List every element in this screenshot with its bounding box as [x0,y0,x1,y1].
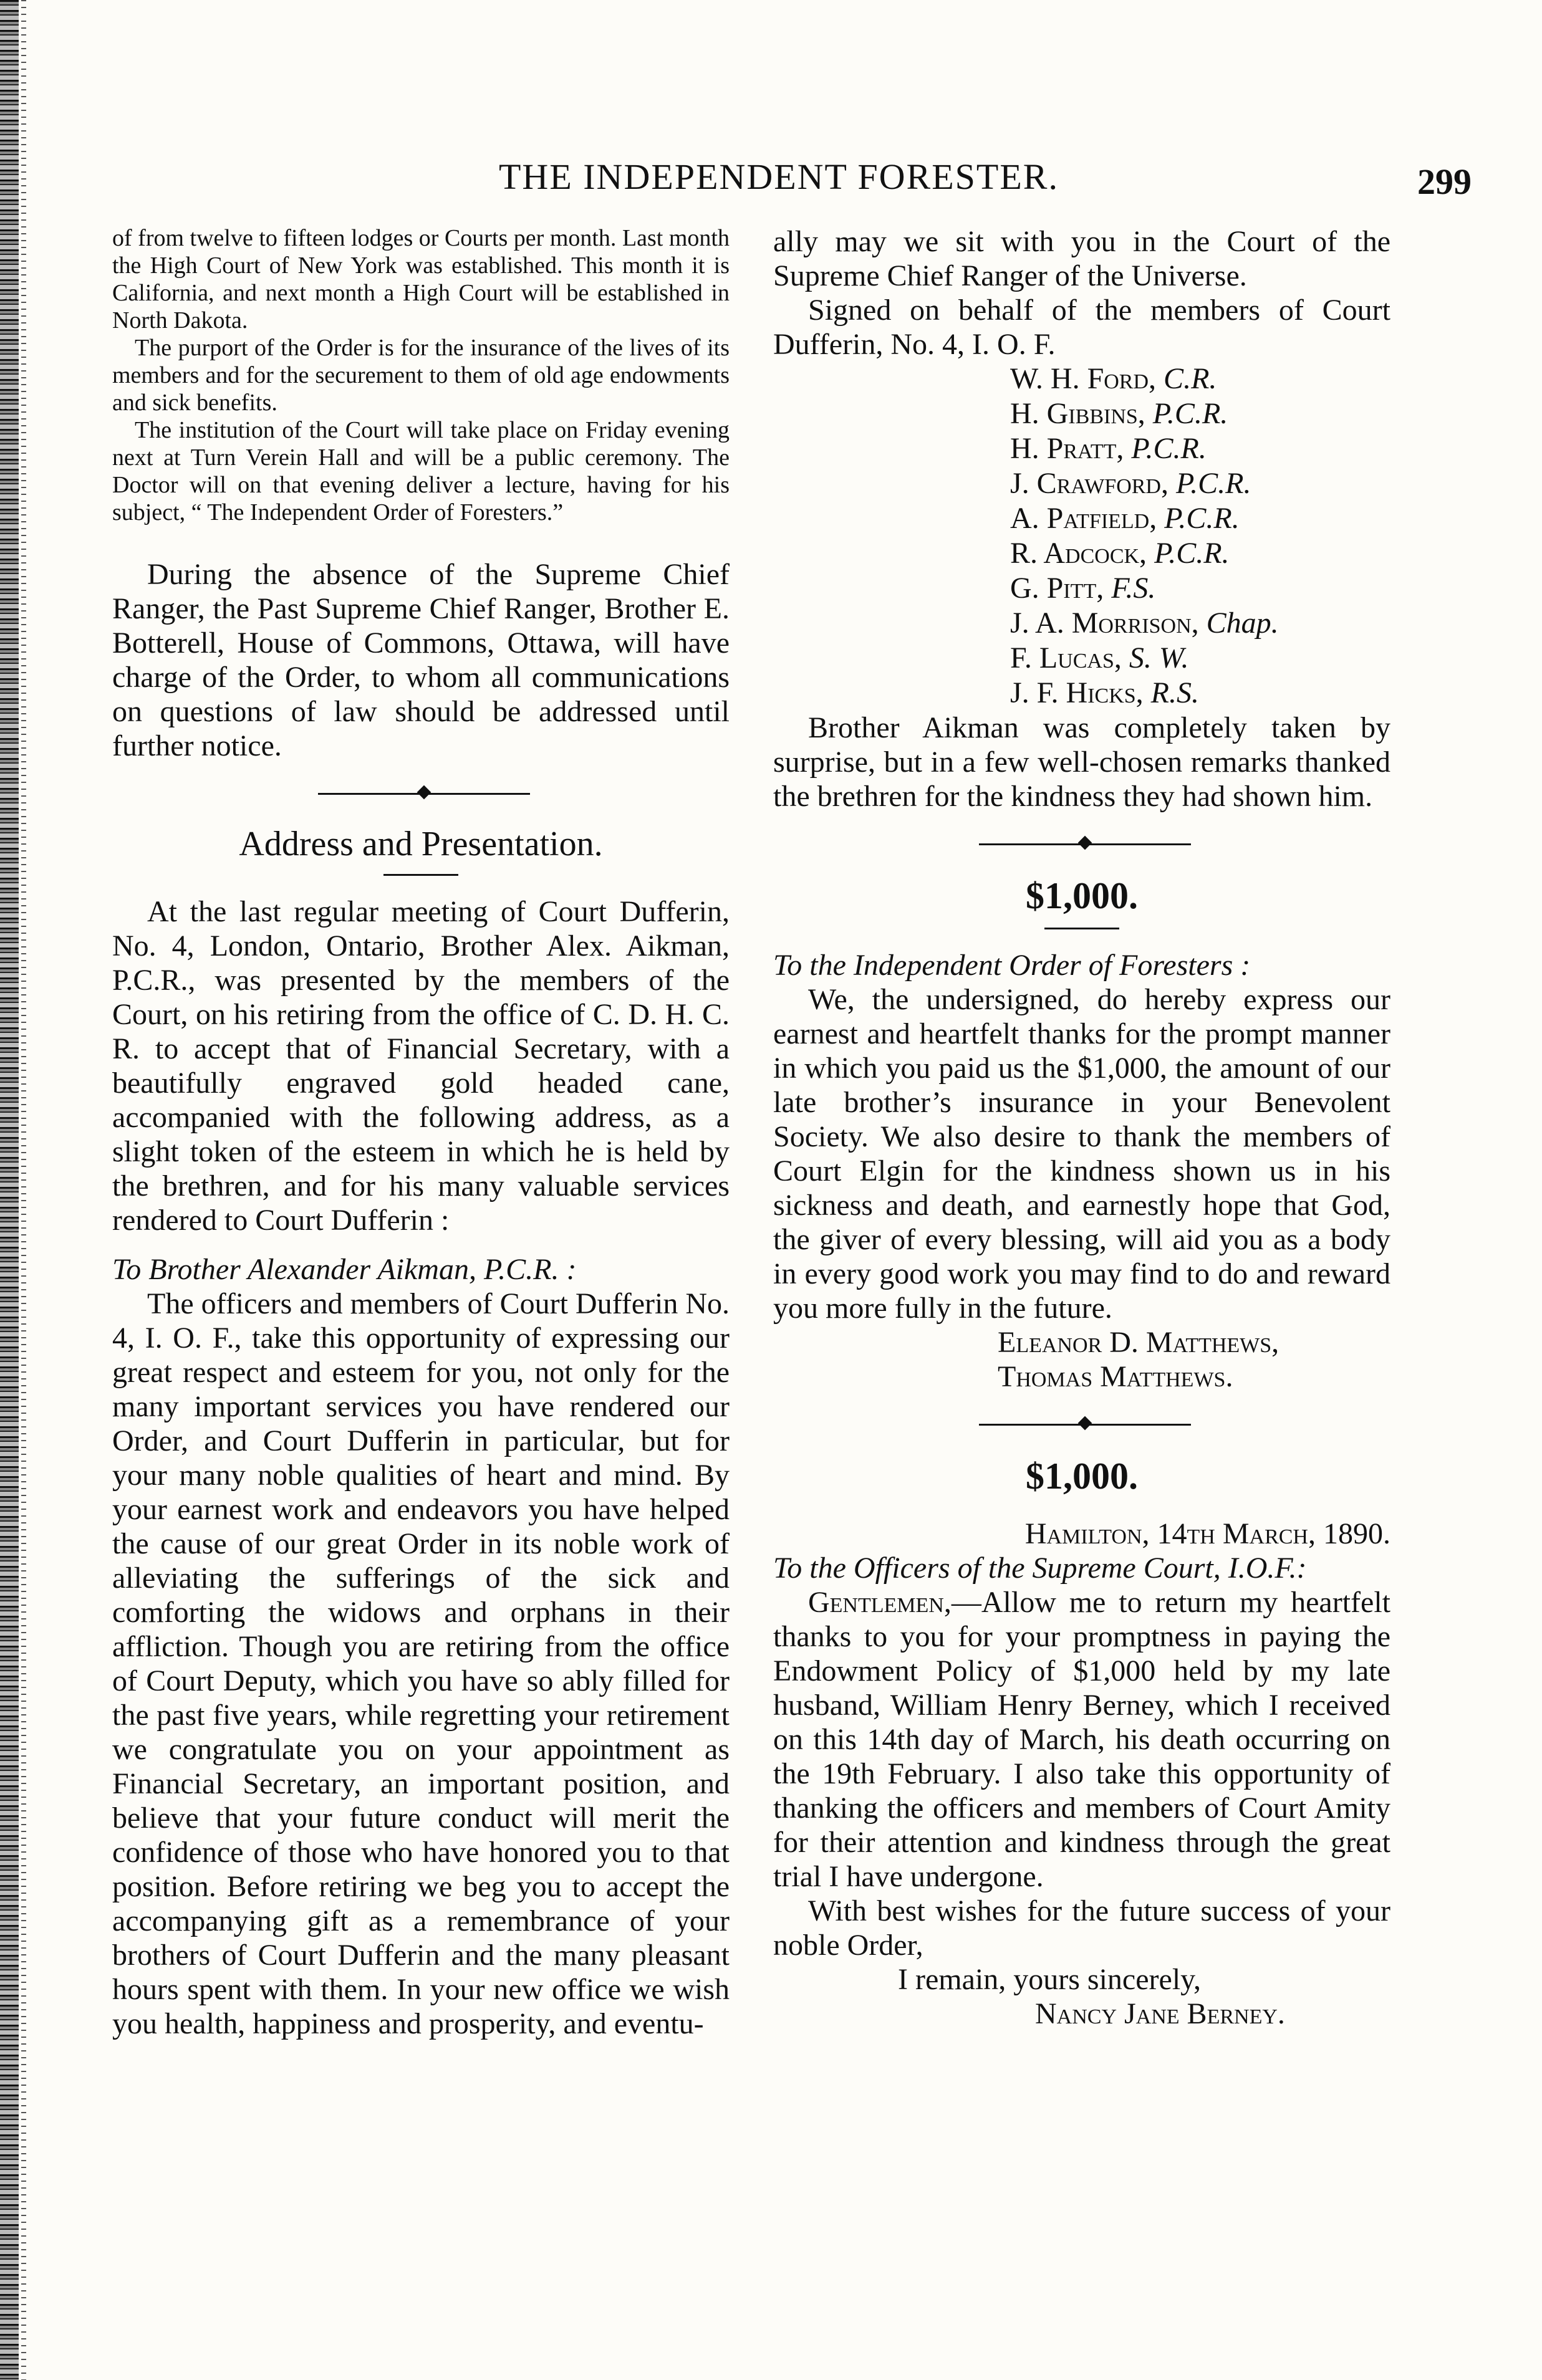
signatory-office: P.C.R. [1154,537,1230,570]
aikman-reply: Brother Aikman was completely taken by surprise, but in a few well-chosen remarks thanked the brethren for the kindness they had shown him. [773,711,1390,813]
signatory-office: P.C.R. [1176,467,1251,500]
signatory-office: C.R. [1164,362,1217,395]
letter2-signature: Nancy Jane Berney. [1035,1997,1285,2030]
address-body: The officers and members of Court Dufferin No. 4, I. O. F., take this opportunity of expressing our great respect and esteem for you, not only for the many important services you have rendered our Order, and Court Dufferin in particular, but for your many noble qualities of heart and mind. By your earnest work and endeavors you have helped the cause of our great Order in its noble work of alleviating the sufferings of the sick and comforting the widows and orphans in their affliction. Though you are retiring from the office of Court Deputy, which you have so ably filled for the past five years, while regretting your retirement we congratulate you on your appointment as Financial Secretary, an important position, and believe that your future conduct will merit the confidence of those who have honored you to that position. Before retiring we beg you to accept the accompanying gift as a remembrance of your brothers of Court Dufferin and the many pleasant hours spent with them. In your new office we wish you health, happiness and prosperity, and eventu- [112,1287,730,2040]
signatory-line [1010,676,1390,711]
letter2-body [773,1585,1390,1894]
right-column [773,224,1390,2031]
letter2-gentlemen: Gentlemen, [808,1586,952,1619]
signatory-office: R.S. [1150,676,1199,709]
address-salutation: To Brother Alexander Aikman, P.C.R. : [112,1253,577,1286]
letter1-signature-2: Thomas Matthews. [998,1360,1233,1393]
signatory-name: H. Gibbins, [1010,397,1145,430]
news-paragraph-1: of from twelve to fifteen lodges or Courts per month. Last month the High Court of New York was established. This month it is California, and next month a High Court will be established in North Dakota. [112,225,730,333]
news-paragraph-3: The institution of the Court will take place on Friday evening next at Turn Verein Hall and will be a public ceremony. The Doctor will on that evening deliver a lecture, having for his subject, “ The Independent Order of Foresters.” [112,417,730,525]
signatory-name: J. A. Morrison, [1010,607,1199,640]
letter2-body-text: —Allow me to return my heartfelt thanks to you for your promptness in paying the Endowment Policy of $1,000 held by my late husband, William Henry Berney, which I received on this 14th day of March, his death occurring on the 19th February. I also take this opportunity of thanking the officers and members of Court Amity for their attention and kindness through the great trial I have undergone. [773,1586,1390,1893]
letter1-heading: $1,000. [1026,875,1138,916]
signatory-line [1010,501,1390,536]
signatory-office: F.S. [1111,572,1156,605]
section-heading-address: Address and Presentation. [239,825,603,863]
absence-notice: During the absence of the Supreme Chief Ranger, the Past Supreme Chief Ranger, Brother E. Botterell, House of Commons, Ottawa, will have charge of the Order, to whom all communications on questions of law should be addressed until further notice. [112,558,730,762]
signatory-line [1010,606,1390,641]
signatory-office: P.C.R. [1131,432,1207,465]
address-continuation: ally may we sit with you in the Court of the Supreme Chief Ranger of the Universe. [773,225,1390,292]
signatory-name: W. H. Ford, [1010,362,1157,395]
signatory-name: J. F. Hicks, [1010,676,1144,709]
page-number: 299 [1417,161,1472,202]
signatory-line [1010,362,1390,396]
signed-on-behalf: Signed on behalf of the members of Court Dufferin, No. 4, I. O. F. [773,294,1390,361]
signatory-name: G. Pitt, [1010,572,1104,605]
left-column [112,224,730,2041]
signatory-office: Chap. [1206,607,1279,640]
address-intro: At the last regular meeting of Court Dufferin, No. 4, London, Ontario, Brother Alex. Aikman, P.C.R., was presented by the members of the Court, on his retiring from the office of C. D. H. C. R. to accept that of Financial Secretary, with a beautifully engraved gold headed cane, accompanied with the following address, as a slight token of the esteem in which he is held by the brethren, and for his many valuable services rendered to Court Dufferin : [112,895,730,1237]
signatory-line [1010,431,1390,466]
signatory-line [1010,396,1390,431]
signatory-line [1010,466,1390,501]
signatory-name: R. Adcock, [1010,537,1147,570]
letter1-signature-1: Eleanor D. Matthews, [998,1326,1279,1359]
letter2-dateline: Hamilton, 14th March, 1890. [1024,1517,1390,1550]
heading-rule [383,874,458,876]
binding-edge [0,0,19,2380]
signatory-line [1010,641,1390,676]
binding-edge-shadow [21,0,26,2380]
signatory-name: F. Lucas, [1010,641,1122,674]
diamond-ornament-icon [1078,836,1092,850]
signatory-line [1010,571,1390,606]
ornamental-divider [112,784,730,803]
letter2-wishes: With best wishes for the future success of your noble Order, [773,1894,1390,1962]
letter2-closing: I remain, yours sincerely, [898,1963,1202,1996]
diamond-ornament-icon [1078,1416,1092,1431]
journal-title: THE INDEPENDENT FORESTER. [499,156,1059,197]
signatory-line [1010,536,1390,571]
heading-rule [1044,928,1119,929]
signatory-list [773,362,1390,711]
signatory-name: J. Crawford, [1010,467,1169,500]
diamond-ornament-icon [417,785,431,800]
running-header [200,156,1472,212]
letter2-salutation: To the Officers of the Supreme Court, I.O.F.: [773,1552,1307,1585]
signatory-office: S. W. [1129,641,1189,674]
signatory-office: P.C.R. [1164,502,1240,535]
letter1-body: We, the undersigned, do hereby express our earnest and heartfelt thanks for the prompt manner in which you paid us the $1,000, the amount of our late brother’s insurance in your Benevolent Society. We also desire to thank the members of Court Elgin for the kindness shown us in his sickness and death, and earnestly hope that God, the giver of every blessing, will aid you as a body in every good work you may find to do and reward you more fully in the future. [773,983,1390,1325]
signatory-name: H. Pratt, [1010,432,1124,465]
letter1-salutation: To the Independent Order of Foresters : [773,949,1251,982]
ornamental-divider [773,1415,1390,1434]
letter2-heading: $1,000. [1026,1456,1138,1497]
signatory-office: P.C.R. [1152,397,1228,430]
news-paragraph-2: The purport of the Order is for the insurance of the lives of its members and for the securement to them of old age endowments and sick benefits. [112,335,730,416]
ornamental-divider [773,835,1390,853]
signatory-name: A. Patfield, [1010,502,1157,535]
